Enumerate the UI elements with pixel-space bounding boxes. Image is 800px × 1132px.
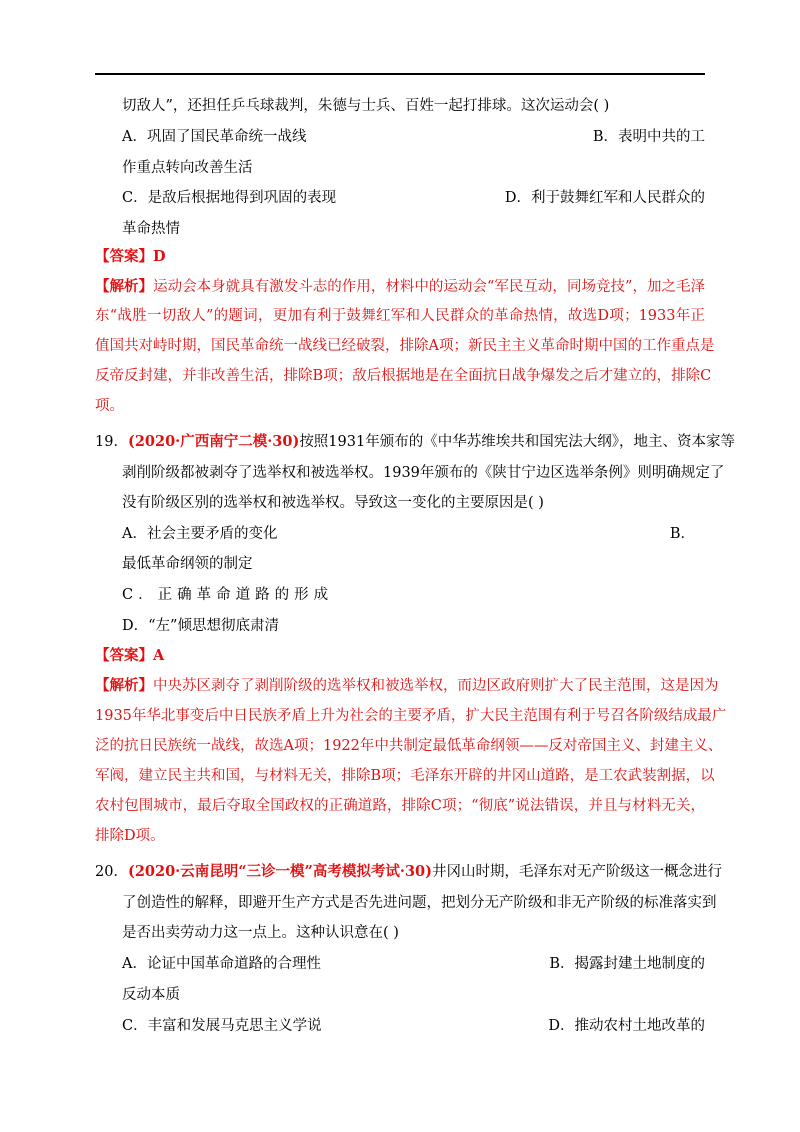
q18-option-b-cont: 作重点转向改善生活 [122, 160, 253, 176]
header-rule [95, 73, 705, 75]
q19-analysis-line-3: 泛的抗日民族统一战线，故选A项；1922年中共制定最低革命纲领——反对帝国主义、封建主义、 [95, 738, 723, 754]
q19-analysis-line-4: 军阀，建立民主共和国，与材料无关，排除B项；毛泽东开辟的井冈山道路，是工农武装割据，以 [95, 768, 715, 784]
q18-analysis-line-2: 东“战胜一切敌人”的题词，更加有利于鼓舞红军和人民群众的革命热情，故选D项；1933年正 [95, 308, 705, 324]
q18-analysis-line-5: 项。 [95, 398, 124, 414]
q20-option-b-cont: 反动本质 [122, 987, 180, 1003]
q19-option-c: C．正确革命道路的形成 [122, 587, 334, 603]
q18-option-d: D．利于鼓舞红军和人民群众的 [504, 190, 705, 206]
q19-analysis-label: 【解析】 [95, 677, 153, 694]
q19-stem-line-1: 19．(2020·广西南宁二模·30)按照1931年颁布的《中华苏维埃共和国宪法大纲》，地主、资本家等 [95, 433, 735, 450]
q18-option-d-cont: 革命热情 [122, 221, 180, 237]
q18-analysis-label: 【解析】 [95, 278, 154, 295]
q18-option-b: B．表明中共的工 [592, 129, 705, 145]
q20-stem-line-1: 20．(2020·云南昆明“三诊一模”高考模拟考试·30)井冈山时期，毛泽东对无产阶级这一概念进行 [95, 863, 722, 880]
q20-source: (2020·云南昆明“三诊一模”高考模拟考试·30) [127, 863, 432, 880]
q19-stem-line-2: 剥削阶级都被剥夺了选举权和被选举权。1939年颁布的《陕甘宁边区选举条例》则明确规定了 [122, 465, 725, 481]
q19-number: 19． [95, 434, 128, 450]
q19-option-b-cont: 最低革命纲领的制定 [122, 556, 253, 572]
q19-option-d: D．“左”倾思想彻底肃清 [122, 618, 279, 634]
q18-stem-tail: 切敌人”，还担任乒乓球裁判，朱德与士兵、百姓一起打排球。这次运动会( ) [122, 98, 610, 114]
q18-option-a: A．巩固了国民革命统一战线 [122, 129, 307, 145]
q20-number: 20． [95, 864, 128, 880]
q19-analysis-line-5: 农村包围城市，最后夺取全国政权的正确道路，排除C项；“彻底”说法错误，并且与材料无关， [95, 798, 705, 814]
q18-analysis-line-4: 反帝反封建，并非改善生活，排除B项；敌后根据地是在全面抗日战争爆发之后才建立的，排除C [95, 368, 712, 384]
q19-analysis-line-2: 1935年华北事变后中日民族矛盾上升为社会的主要矛盾，扩大民主范围有利于号召各阶级结成最广 [95, 708, 727, 724]
q19-option-a: A．社会主要矛盾的变化 [122, 526, 278, 542]
q20-option-d: D．推动农村土地改革的 [548, 1018, 705, 1034]
q19-answer: 【答案】A [95, 647, 165, 664]
q20-option-a: A．论证中国革命道路的合理性 [122, 956, 321, 972]
q20-stem-line-3: 是否出卖劳动力这一点上。这种认识意在( ) [122, 925, 399, 941]
q18-option-c: C．是敌后根据地得到巩固的表现 [122, 190, 337, 206]
q19-stem-line-3: 没有阶级区别的选举权和被选举权。导致这一变化的主要原因是( ) [122, 495, 544, 511]
q18-analysis-line-3: 值国共对峙时期，国民革命统一战线已经破裂，排除A项；新民主主义革命时期中国的工作重点是 [95, 338, 715, 354]
q19-option-b: B． [669, 526, 695, 542]
q19-analysis-line-6: 排除D项。 [95, 828, 165, 844]
q19-analysis-line-1: 【解析】中央苏区剥夺了剥削阶级的选举权和被选举权，而边区政府则扩大了民主范围，这是因为 [95, 677, 719, 694]
q20-stem-line-2: 了创造性的解释，即避开生产方式是否先进问题，把划分无产阶级和非无产阶级的标准落实到 [122, 895, 717, 911]
q20-option-b: B．揭露封建土地制度的 [549, 956, 705, 972]
q20-option-c: C．丰富和发展马克思主义学说 [122, 1018, 322, 1034]
q19-source: (2020·广西南宁二模·30) [127, 433, 300, 450]
q18-analysis-line-1: 【解析】运动会本身就具有激发斗志的作用，材料中的运动会“军民互动，同场竞技”，加之毛泽 [95, 278, 706, 295]
q18-answer: 【答案】D [95, 248, 166, 265]
